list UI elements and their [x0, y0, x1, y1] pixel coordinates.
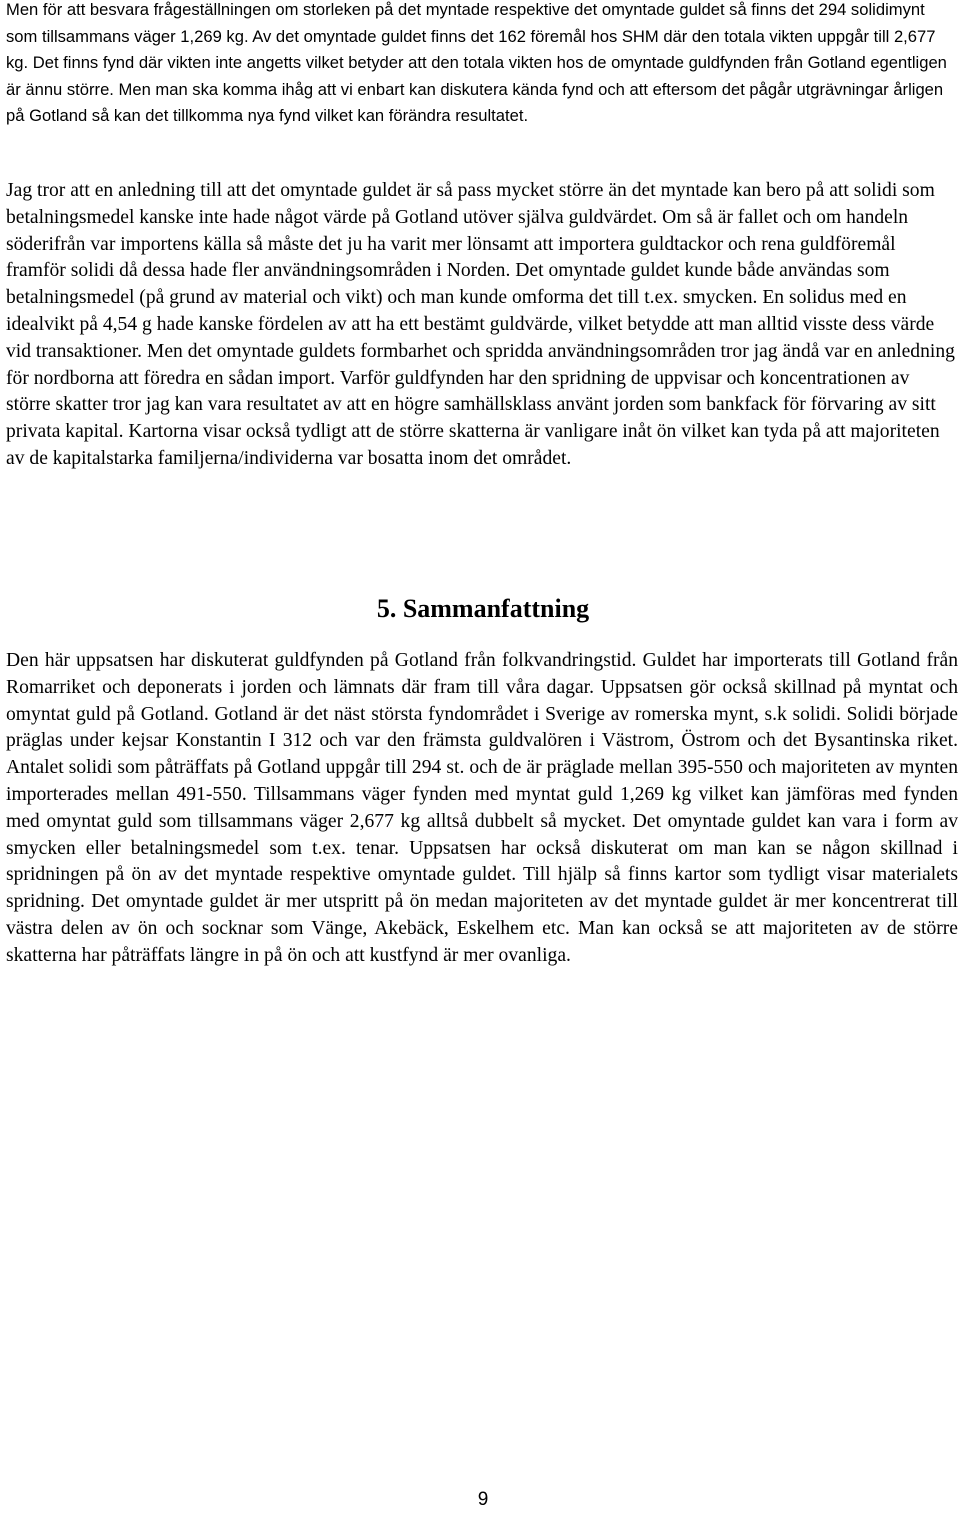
- section-heading: 5. Sammanfattning: [376, 594, 590, 623]
- paragraph-summary: Den här uppsatsen har diskuterat guldfynden på Gotland från folkvandringstid. Guldet har importerats till Gotland från Romarriket och deponerats i jorden och lämnats där fram till våra dagar. Uppsatsen gör också skillnad på myntat och omyntat guld på Gotland. Gotland är det näst största fyndområdet i Sverige av romerska mynt, s.k solidi. Solidi började präglas under kejsar Konstantin I 312 och var den främsta guldvalören i Västrom, Östrom och det Bysantinska riket. Antalet solidi som påträffats på Gotland uppgår till 294 st. och de är präglade mellan 395-550 och majoriteten av mynten importerades mellan 491-550. Tillsammans väger fynden med myntat guld 1,269 kg vilket kan jämföras med fynden med omyntat guld som tillsammans väger 2,677 kg alltså dubbelt så mycket. Det omyntade guldet kan vara i form av smycken eller betalningsmedel som t.ex. tenar. Uppsatsen har också diskuterat om man kan se någon skillnad i spridningen på ön av det myntade respektive omyntade guldet. Till hjälp så finns kartor som tydligt visar materialets spridning. Det omyntade guldet är mer utspritt på ön medan majoriteten av det myntade guldet är mer koncentrerat till västra delen av ön och socknar som Vänge, Akebäck, Eskelhem etc. Man kan också se att majoriteten av de större skatterna har påträffats längre in på ön och att kustfynd är mer ovanliga.: [6, 650, 958, 966]
- paragraph-discussion: Jag tror att en anledning till att det omyntade guldet är så pass mycket större än det myntade kan bero på att solidi som betalningsmedel kanske inte hade något värde på Gotland utöver själva guldvärdet. Om så är fallet och om handeln söderifrån var importens källa så måste det ju ha varit mer lönsamt att importera guldtackor och rena guldföremål framför solidi då dessa hade fler användningsområden i Norden. Det omyntade guldet kunde både användas som betalningsmedel (på grund av material och vikt) och man kunde omforma det till t.ex. smycken. En solidus med en idealvikt på 4,54 g hade kanske fördelen av att ha ett bestämt guldvärde, vilket betydde att man alltid visste dess värde vid transaktioner. Men det omyntade guldets formbarhet och spridda användningsområden tror jag ändå var en anledning för nordborna att föredra en sådan import. Varför guldfynden har den spridning de uppvisar och koncentrationen av större skatter tror jag kan vara resultatet av att en högre samhällsklass använt jorden som bankfack för förvaring av sitt privata kapital. Kartorna visar också tydligt att de större skatterna är vanligare inåt ön vilket kan tyda på att majoriteten av de kapitalstarka familjerna/individerna var bosatta inom det området.: [6, 180, 955, 469]
- paragraph-intro: Men för att besvara frågeställningen om storleken på det myntade respektive det omyntade guldet så finns det 294 solidimynt som tillsammans väger 1,269 kg. Av det omyntade guldet finns det 162 föremål hos SHM där den totala vikten uppgår till 2,677 kg. Det finns fynd där vikten inte angetts vilket betyder att den totala vikten hos de omyntade guldfynden från Gotland egentligen är ännu större. Men man ska komma ihåg att vi enbart kan diskutera kända fynd och att eftersom det pågår utgrävningar årligen på Gotland så kan det tillkomma nya fynd vilket kan förändra resultatet.: [6, 0, 947, 126]
- page-number: 9: [477, 1489, 489, 1510]
